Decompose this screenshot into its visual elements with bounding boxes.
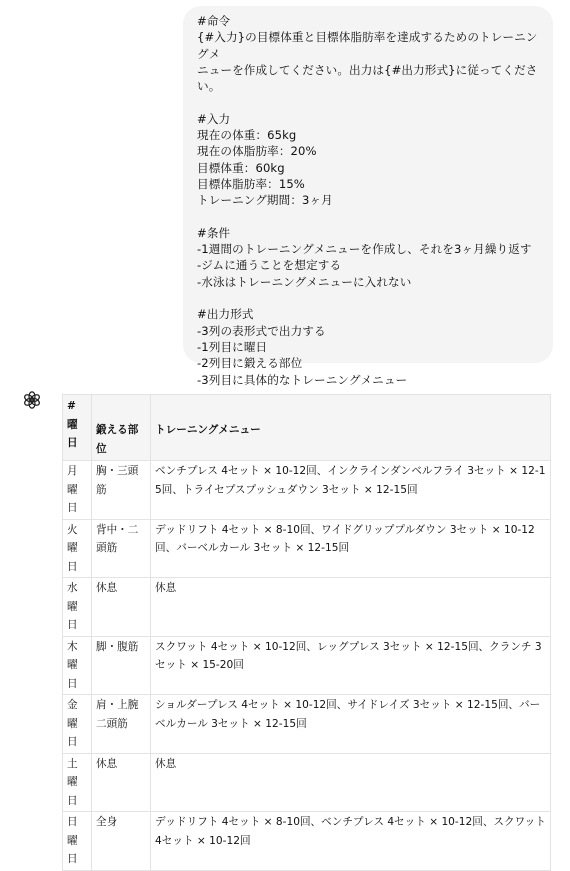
prompt-line: -ジムに通うことを想定する xyxy=(197,258,342,273)
cell-training-menu: スクワット 4セット × 10-12回、レッグプレス 3セット × 12-15回、クランチ 3セット × 15-20回 xyxy=(151,636,551,695)
cell-body-part: 胸・三頭筋 xyxy=(92,461,151,520)
cell-day: 水曜日 xyxy=(63,578,92,637)
cell-training-menu: 休息 xyxy=(151,578,551,637)
prompt-line: -3列目に具体的なトレーニングメニュー xyxy=(197,372,408,387)
cell-day: 土曜日 xyxy=(63,753,92,812)
column-header-body-part: 鍛える部位 xyxy=(92,395,151,461)
table-row xyxy=(63,461,551,520)
prompt-line xyxy=(197,209,539,225)
prompt-line: #命令 xyxy=(197,14,231,28)
prompt-line: トレーニング期間：3ヶ月 xyxy=(197,193,333,208)
prompt-line: 目標体重：60kg xyxy=(197,160,285,175)
user-message-bubble xyxy=(183,6,553,387)
table-row xyxy=(63,753,551,812)
prompt-line: ニューを作成してください。出力は{#出力形式}に従ってください。 xyxy=(197,62,538,94)
training-menu-table xyxy=(62,394,551,871)
cell-day: 火曜日 xyxy=(63,519,92,578)
cell-training-menu: 休息 xyxy=(151,753,551,812)
cell-day: 金曜日 xyxy=(63,695,92,754)
cell-training-menu: デッドリフト 4セット × 8-10回、ワイドグリッププルダウン 3セット × 10-12回、バーベルカール 3セット × 12-15回 xyxy=(151,519,551,578)
prompt-line: #出力形式 xyxy=(197,307,254,322)
prompt-line: #条件 xyxy=(197,225,231,240)
table-row xyxy=(63,519,551,578)
cell-body-part: 休息 xyxy=(92,753,151,812)
cell-day: 月曜日 xyxy=(63,461,92,520)
table-row xyxy=(63,695,551,754)
cell-day: 日曜日 xyxy=(63,812,92,871)
cell-day: 木曜日 xyxy=(63,636,92,695)
prompt-line xyxy=(197,290,539,306)
training-menu-table-container xyxy=(62,394,552,865)
prompt-line: -1列目に曜日 xyxy=(197,339,268,354)
prompt-line: 現在の体重：65kg xyxy=(197,128,297,143)
table-row xyxy=(63,636,551,695)
cell-body-part: 休息 xyxy=(92,578,151,637)
cell-training-menu: デッドリフト 4セット × 8-10回、ベンチプレス 4セット × 10-12回、スクワット 4セット × 10-12回 xyxy=(151,812,551,871)
table-header-row xyxy=(63,395,551,461)
prompt-line: -水泳はトレーニングメニューに入れない xyxy=(197,274,412,289)
cell-body-part: 全身 xyxy=(92,812,151,871)
column-header-day: # 曜日 xyxy=(63,395,92,461)
prompt-line xyxy=(197,94,539,110)
cell-training-menu: ベンチプレス 4セット × 10-12回、インクラインダンベルフライ 3セット × 12-15回、トライセプスプッシュダウン 3セット × 12-15回 xyxy=(151,461,551,520)
table-row xyxy=(63,812,551,871)
column-header-training-menu: トレーニングメニュー xyxy=(151,395,551,461)
prompt-line: 現在の体脂肪率：20% xyxy=(197,144,317,159)
prompt-line: -1週間のトレーニングメニューを作成し、それを3ヶ月繰り返す xyxy=(197,242,532,257)
cell-training-menu: ショルダープレス 4セット × 10-12回、サイドレイズ 3セット × 12-15回、バーベルカール 3セット × 12-15回 xyxy=(151,695,551,754)
cell-body-part: 脚・腹筋 xyxy=(92,636,151,695)
prompt-line: {#入力}の目標体重と目標体脂肪率を達成するためのトレーニングメ xyxy=(197,30,538,61)
cell-body-part: 肩・上腕二頭筋 xyxy=(92,695,151,754)
cell-body-part: 背中・二頭筋 xyxy=(92,519,151,578)
table-row xyxy=(63,578,551,637)
prompt-line: #入力 xyxy=(197,111,231,126)
prompt-line: -3列の表形式で出力する xyxy=(197,323,326,338)
prompt-line: -2列目に鍛える部位 xyxy=(197,356,303,371)
prompt-line: 目標体脂肪率：15% xyxy=(197,176,305,191)
chatgpt-logo-icon xyxy=(22,390,42,410)
